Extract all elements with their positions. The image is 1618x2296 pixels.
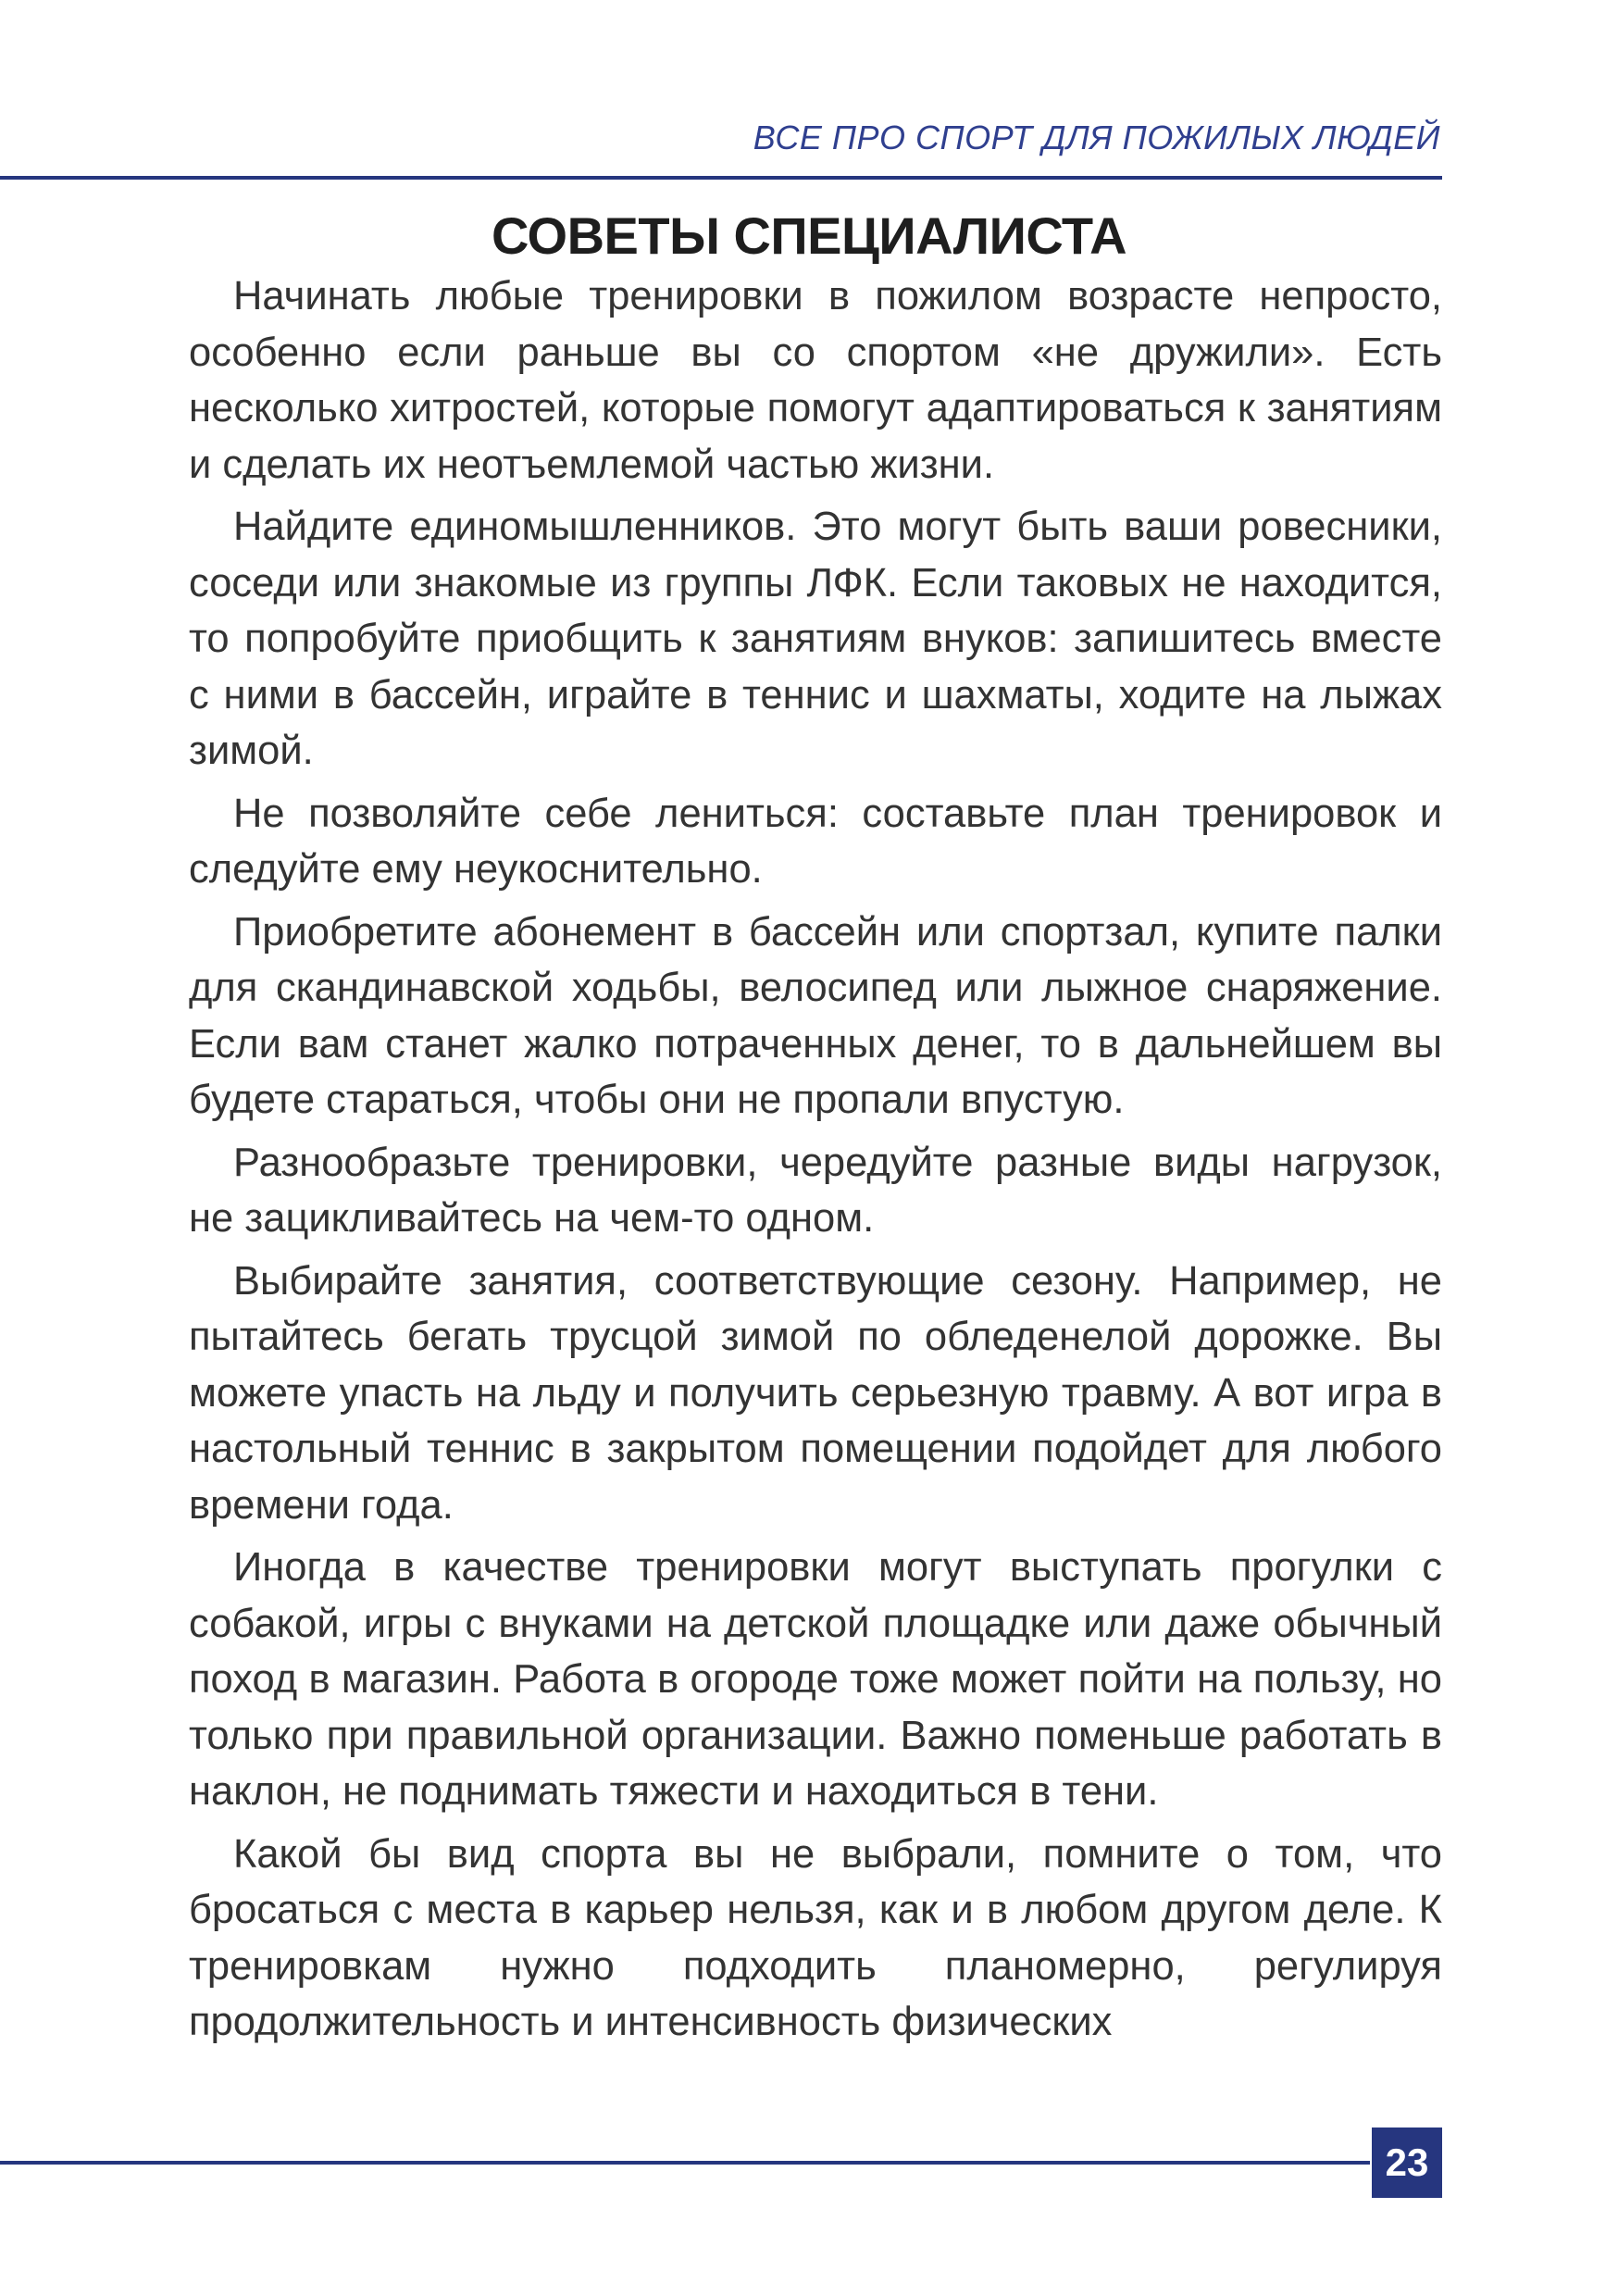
header-divider <box>0 176 1442 180</box>
paragraph: Иногда в качестве тренировки могут выступать прогулки с собакой, игры с внуками на детской площадке или даже обычный поход в магазин. Работа в огороде тоже может пойти на пользу, но только при правильной организации. Важно поменьше работать в наклон, не поднимать тяжести и находиться в тени. <box>189 1545 1442 1814</box>
page-number-badge: 23 <box>1372 2128 1442 2198</box>
article-body <box>189 268 1442 2051</box>
paragraph: Начинать любые тренировки в пожилом возрасте непросто, особенно если раньше вы со спортом «не дружили». Есть несколько хитростей, которые помогут адаптироваться к занятиям и сделать их неотъемлемой частью жизни. <box>189 274 1442 487</box>
paragraph: Не позволяйте себе лениться: составьте план тренировок и следуйте ему неукоснительно. <box>189 791 1442 892</box>
paragraph: Выбирайте занятия, соответствующие сезону. Например, не пытайтесь бегать трусцой зимой по обледенелой дорожке. Вы можете упасть на льду и получить серьезную травму. А вот игра в настольный теннис в закрытом помещении подойдет для любого времени года. <box>189 1258 1442 1528</box>
page-title: СОВЕТЫ СПЕЦИАЛИСТА <box>491 206 1127 265</box>
running-header-title: ВСЕ ПРО СПОРТ ДЛЯ ПОЖИЛЫХ ЛЮДЕЙ <box>753 119 1440 156</box>
paragraph: Найдите единомышленников. Это могут быть ваши ровесники, соседи или знакомые из группы ЛФК. Если таковых не находится, то попробуйте приобщить к занятиям внуков: запишитесь вместе с ними в бассейн, играйте в теннис и шахматы, ходите на лыжах зимой. <box>189 505 1442 773</box>
paragraph: Разнообразьте тренировки, чередуйте разные виды нагрузок, не зацикливайтесь на чем-то одном. <box>189 1140 1442 1241</box>
paragraph: Приобретите абонемент в бассейн или спортзал, купите палки для скандинавской ходьбы, велосипед или лыжное снаряжение. Если вам станет жалко потраченных денег, то в дальнейшем вы будете стараться, чтобы они не пропали впустую. <box>189 909 1442 1122</box>
footer-divider <box>0 2161 1370 2165</box>
paragraph: Какой бы вид спорта вы не выбрали, помните о том, что бросаться с места в карьер нельзя, как и в любом другом деле. К тренировкам нужно подходить планомерно, регулируя продолжительность и интенсивность физических <box>189 1831 1442 2044</box>
